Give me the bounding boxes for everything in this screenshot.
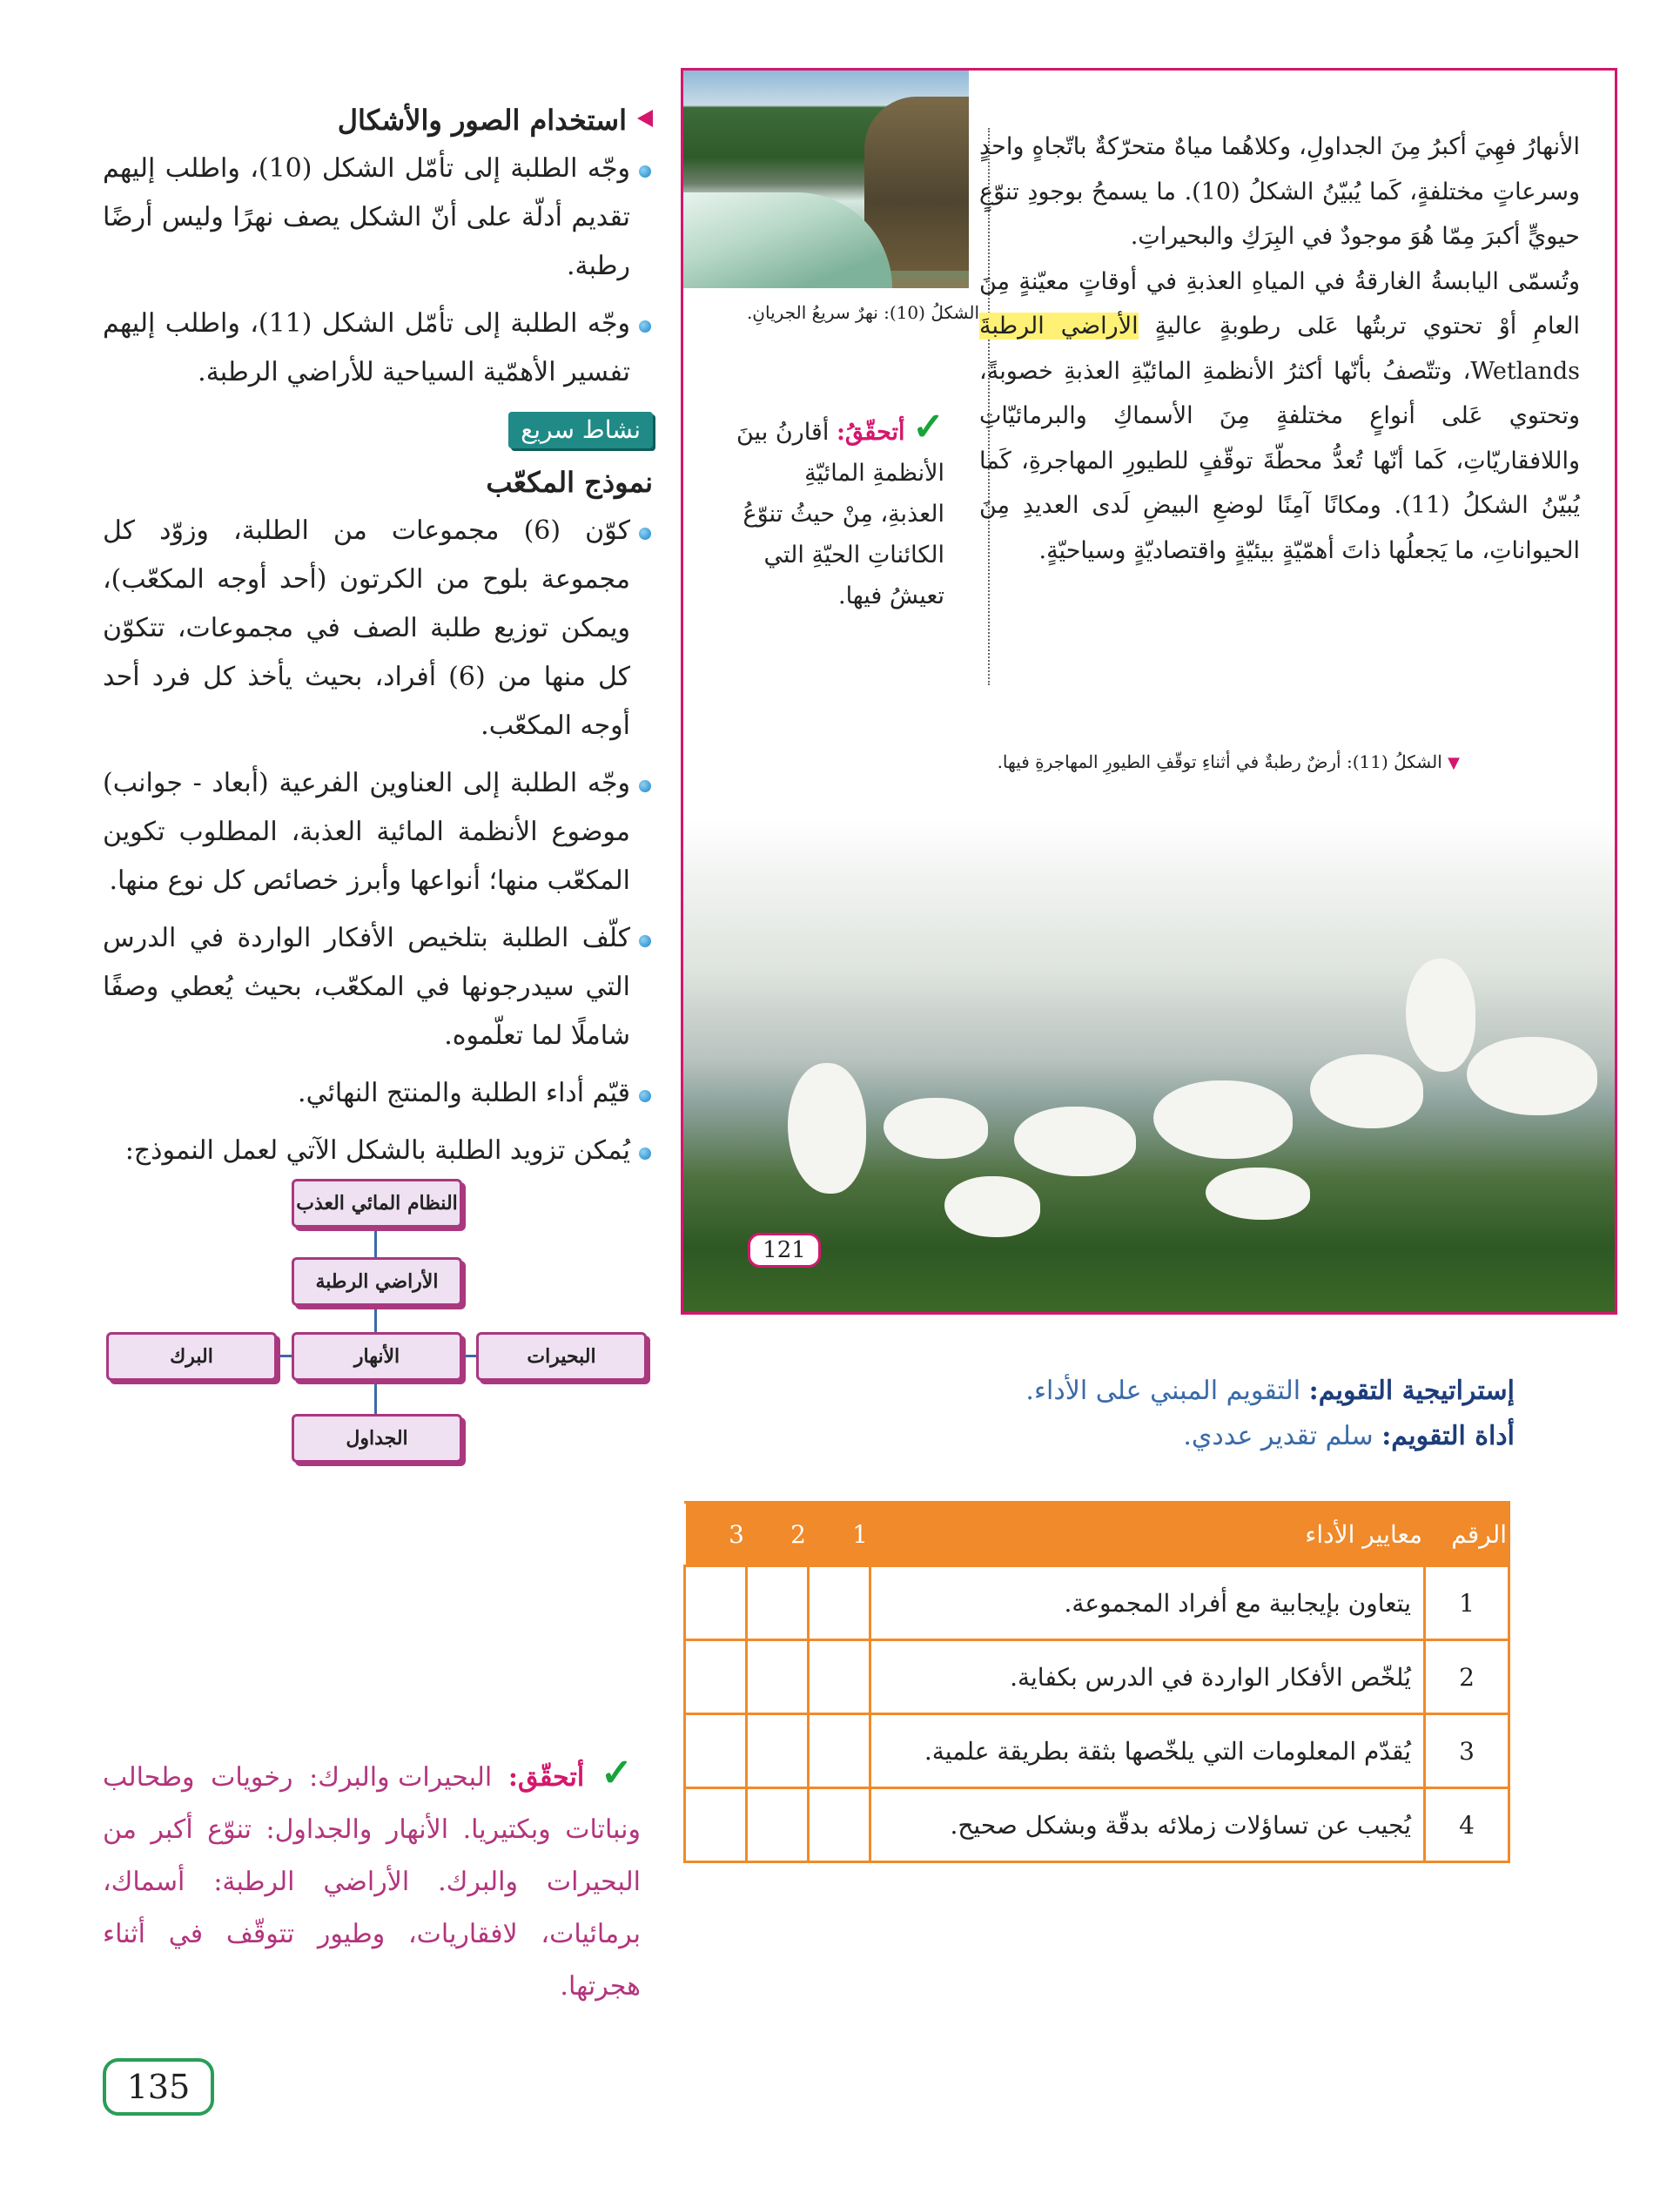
river-water (683, 192, 892, 288)
list-item: وجّه الطلبة إلى تأمّل الشكل (10)، واطلب إليهم تقديم أدلّة على أنّ الشكل يصف نهرًا وليس أرضًا رطبة. (103, 145, 653, 291)
wetland-birds-photo (683, 819, 1615, 1315)
list-item: يُمكن تزويد الطلبة بالشكل الآتي لعمل النموذج: (103, 1127, 653, 1175)
wetlands-term-highlight: الأراضي الرطبةَ (979, 313, 1139, 340)
header-criteria: معايير الأداء (870, 1503, 1425, 1566)
student-page (681, 68, 1617, 1315)
check-label: أتحقّقُ: (836, 419, 905, 446)
inner-page-number: 121 (748, 1233, 821, 1268)
score-cell (747, 1714, 809, 1788)
header-score-3: 3 (685, 1503, 747, 1566)
check-icon: ✓ (912, 405, 944, 449)
check-question (736, 405, 944, 616)
quick-activity-badge: نشاط سريع (508, 412, 653, 448)
list-item: وجّه الطلبة إلى تأمّل الشكل (11)، واطلب إليهم تفسير الأهمّية السياحية للأراضي الرطبة. (103, 299, 653, 397)
score-cell (809, 1640, 870, 1714)
list-item: كوّن (6) مجموعات من الطلبة، وزوّد كل مجموعة بلوح من الكرتون (أحد أوجه المكعّب)، ويمكن توزيع طلبة الصف في مجموعات، تتكوّن كل منها من (6) أفراد، بحيث يأخذ كل فرد أحد أوجه المكعّب. (103, 507, 653, 750)
freshwater-diagram (103, 1175, 651, 1471)
lesson-paragraph-wetlands (979, 259, 1580, 574)
diagram-node-lakes: البحيرات (476, 1332, 647, 1381)
score-cell (685, 1714, 747, 1788)
figure-11-caption-text: الشكلُ (11): أرضٌ رطبةٌ في أثناءِ توقّفِ الطيورِ المهاجرةِ فيها. (997, 751, 1442, 772)
diagram-node-wetlands: الأراضي الرطبة (292, 1257, 462, 1306)
rubric-header-row (685, 1503, 1509, 1566)
diagram-node-ponds: البرك (106, 1332, 277, 1381)
bird-shape (1153, 1080, 1293, 1159)
score-cell (685, 1788, 747, 1862)
activity-title: نموذج المكعّب (486, 466, 653, 499)
header-score-2: 2 (747, 1503, 809, 1566)
table-row (685, 1788, 1509, 1862)
answer-text: البحيرات والبرك: رخويات وطحالب ونباتات وبكتيريا. الأنهار والجداول: تنوّع أكبر من البحيرات والبرك. الأراضي الرطبة: أسماك، برمائيات، لافقاريات، وطيور تتوقّف في أثناء هجرتها. (103, 1762, 641, 2002)
lesson-text (979, 125, 1580, 573)
strategy-label: إستراتيجية التقويم: (1308, 1376, 1515, 1406)
assessment-tool (679, 1414, 1515, 1459)
page-number: 135 (103, 2058, 214, 2116)
figure-10-caption: الشكلُ (10): نهرٌ سريعُ الجريانِ. (746, 302, 979, 323)
row-criterion: يُقدّم المعلومات التي يلخّصها بثقة بطريقة علمية. (870, 1714, 1425, 1788)
row-number: 1 (1425, 1566, 1509, 1640)
score-cell (809, 1566, 870, 1640)
bird-shape (1310, 1054, 1423, 1128)
bird-shape (788, 1063, 866, 1194)
activity-instructions-list (103, 507, 653, 1175)
score-cell (809, 1788, 870, 1862)
diagram-node-root: النظام المائي العذب (292, 1179, 462, 1228)
figure-11-caption (998, 751, 1460, 772)
list-item: قيّم أداء الطلبة والمنتج النهائي. (103, 1069, 653, 1118)
activity-badge-row (103, 406, 653, 454)
check-icon: ✓ (600, 1751, 641, 1795)
row-criterion: يُلخّص الأفكار الواردة في الدرس بكفاية. (870, 1640, 1425, 1714)
bird-shape (944, 1176, 1040, 1237)
images-instructions-list (103, 145, 653, 397)
score-cell (685, 1566, 747, 1640)
bird-shape (1014, 1107, 1136, 1176)
answer-label: أتحقّق: (507, 1762, 585, 1793)
row-criterion: يتعاون بإيجابية مع أفراد المجموعة. (870, 1566, 1425, 1640)
row-number: 4 (1425, 1788, 1509, 1862)
wetlands-intro: وتُسمّى اليابسةُ الغارقةُ في المياهِ العذبةِ في أوقاتٍ معيّنةٍ مِنَ العامِ أوْ تحتوي تربتُها عَلى رطوبةٍ عاليةٍ (979, 267, 1580, 340)
rubric-table (683, 1501, 1510, 1863)
row-number: 3 (1425, 1714, 1509, 1788)
table-row (685, 1566, 1509, 1640)
bird-shape (884, 1098, 988, 1159)
score-cell (747, 1566, 809, 1640)
row-number: 2 (1425, 1640, 1509, 1714)
score-cell (685, 1640, 747, 1714)
strategy-value: التقويم المبني على الأداء. (1025, 1376, 1301, 1406)
header-score-1: 1 (809, 1503, 870, 1566)
diagram-node-streams: الجداول (292, 1414, 462, 1463)
table-row (685, 1640, 1509, 1714)
lesson-paragraph-rivers: الأنهارُ فهِيَ أكبرُ مِنَ الجداولِ، وكلاهُما مياهٌ متحرّكةٌ باتّجاهٍ واحدٍ وسرعاتٍ مختلفةٍ، كَما يُبيّنُ الشكلُ (10). ما يسمحُ بوجودِ تنوّعٍ حيويٍّ أكبرَ مِمّا هُوَ موجودٌ في البِرَكِ والبحيراتِ. (979, 133, 1581, 250)
list-item: وجّه الطلبة إلى العناوين الفرعية (أبعاد - جوانب) موضوع الأنظمة المائية العذبة، المطلوب تكوين المكعّب منها؛ أنواعها وأبرز خصائص كل نوع منها. (103, 759, 653, 905)
river-photo (683, 71, 969, 288)
wetlands-description: Wetlands، وتتّصفُ بأنّها أكثرُ الأنظمةِ المائيّةِ العذبةِ خصوبةً، وتحتوي عَلى أنواعٍ مختلفةٍ مِنَ الأسماكِ والبرمائيّاتِ واللافقاريّاتِ، كَما أنّها تُعدُّ محطّةَ توقّفٍ للطيورِ المهاجرةِ، كَما يُبيّنُ الشكلُ (11). ومكانًا آمِنًا لوضعِ البيضِ لَدى العديدِ مِنَ الحيواناتِ، ما يَجعلُها ذاتَ أهمّيّةٍ بيئيّةٍ واقتصاديّةٍ وسياحيّةٍ. (979, 357, 1581, 564)
bird-shape (1467, 1037, 1597, 1115)
assessment-strategy (679, 1369, 1515, 1414)
table-row (685, 1714, 1509, 1788)
tool-label: أداة التقويم: (1381, 1421, 1515, 1451)
check-text: أقارنُ بينَ الأنظمةِ المائيّةِ العذبةِ، مِنْ حيثُ تنوّعُ الكائناتِ الحيّةِ التي تعيشُ فيها. (736, 419, 944, 609)
check-answer (103, 1752, 641, 2013)
tool-value: سلم تقدير عددي. (1183, 1421, 1374, 1451)
header-num: الرقم (1425, 1503, 1509, 1566)
list-item: كلّف الطلبة بتلخيص الأفكار الواردة في الدرس التي سيدرجونها في المكعّب، بحيث يُعطي وصفًا شاملًا لما تعلّموه. (103, 914, 653, 1060)
assessment-info (679, 1369, 1515, 1459)
diagram-node-rivers: الأنهار (292, 1332, 462, 1381)
teacher-guide-column (103, 96, 653, 1184)
bird-shape (1406, 959, 1475, 1072)
row-criterion: يُجيب عن تساؤلات زملائه بدقّة وبشكل صحيح. (870, 1788, 1425, 1862)
triangle-icon: ▼ (1448, 754, 1460, 772)
score-cell (747, 1640, 809, 1714)
score-cell (809, 1714, 870, 1788)
score-cell (747, 1788, 809, 1862)
images-section-heading: استخدام الصور والأشكال (103, 96, 653, 145)
bird-shape (1206, 1168, 1310, 1220)
